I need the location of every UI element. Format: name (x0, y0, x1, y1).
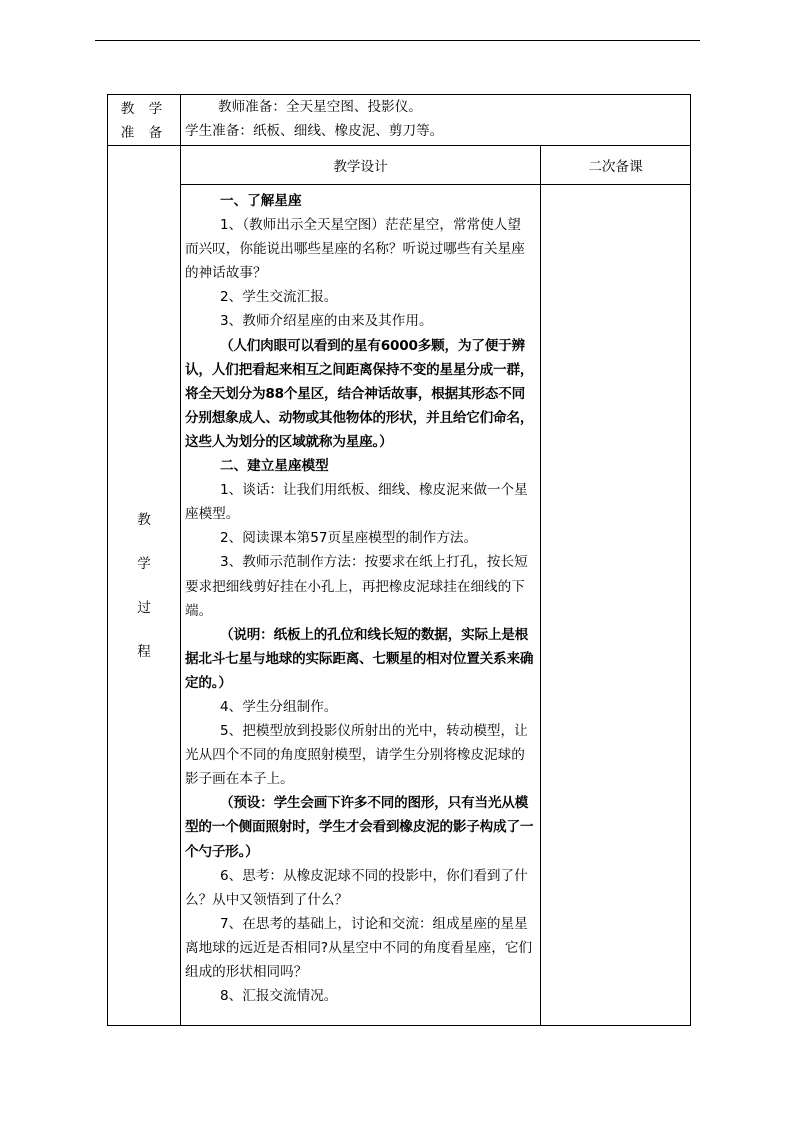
content-row (108, 185, 691, 1026)
content-paragraph: 6、思考：从橡皮泥球不同的投影中，你们看到了什么？从中又领悟到了什么？ (185, 867, 528, 908)
content-paragraph: 2、学生交流汇报。 (220, 289, 338, 306)
bold-note: （预设：学生会画下许多不同的图形，只有当光从模型的一个侧面照射时，学生才会看到橡皮泥的影子构成了一个勺子形。） (185, 795, 534, 860)
content-paragraph: 2、阅读课本第57页星座模型的制作方法。 (220, 530, 478, 547)
content-paragraph: 3、教师介绍星座的由来及其作用。 (220, 313, 433, 330)
content-paragraph: 1、谈话：让我们用纸板、细线、橡皮泥来做一个星座模型。 (185, 482, 528, 523)
secondary-prep-content (541, 185, 691, 1026)
teaching-design-header: 教学设计 (181, 146, 541, 185)
process-label-char: 程 (137, 643, 151, 660)
section-heading: 一、了解星座 (220, 193, 302, 209)
teacher-preparation: 教师准备：全天星空图、投影仪。 (218, 99, 422, 115)
content-paragraph: 7、在思考的基础上，讨论和交流：组成星座的星星离地球的远近是否相同?从星空中不同的角度看星座，它们组成的形状相同吗？ (185, 915, 533, 980)
process-label-char: 教 (137, 511, 151, 528)
header-rule (95, 40, 700, 41)
lesson-plan-table (107, 94, 691, 1026)
process-label-char: 过 (137, 599, 151, 616)
preparation-row (108, 95, 691, 146)
column-header-row (108, 146, 691, 185)
process-label (108, 146, 181, 1026)
student-preparation: 学生准备：纸板、细线、橡皮泥、剪刀等。 (185, 123, 444, 139)
secondary-prep-header: 二次备课 (541, 146, 691, 185)
content-paragraph: 8、汇报交流情况。 (220, 988, 338, 1005)
preparation-cell (181, 95, 691, 146)
process-label-char: 学 (137, 555, 151, 572)
content-paragraph: 5、把模型放到投影仪所射出的光中，转动模型，让光从四个不同的角度照射模型，请学生分别将橡皮泥球的影子画在本子上。 (185, 723, 528, 788)
teaching-design-content (181, 185, 541, 1026)
preparation-label: 教 学 准 备 (108, 95, 181, 146)
content-paragraph: 4、学生分组制作。 (220, 698, 338, 715)
content-paragraph: 1、（教师出示全天星空图）茫茫星空，常常使人望而兴叹，你能说出哪些星座的名称？听说过哪些有关星座的神话故事？ (185, 217, 525, 282)
content-paragraph: 3、教师示范制作方法：按要求在纸上打孔，按长短要求把细线剪好挂在小孔上，再把橡皮泥球挂在细线的下端。 (185, 554, 528, 619)
section-heading: 二、建立星座模型 (220, 458, 329, 475)
bold-note: （人们肉眼可以看到的星有6000多颗，为了便于辨认，人们把看起来相互之间距离保持不变的星星分成一群，将全天划分为88个星区，结合神话故事，根据其形态不同分别想象成人、动物或其他物体的形状，并且给它们命名，这些人为划分的区域就称为星座。） (185, 337, 534, 450)
bold-note: （说明：纸板上的孔位和线长短的数据，实际上是根据北斗七星与地球的实际距离、七颗星的相对位置关系来确定的。） (185, 626, 534, 691)
